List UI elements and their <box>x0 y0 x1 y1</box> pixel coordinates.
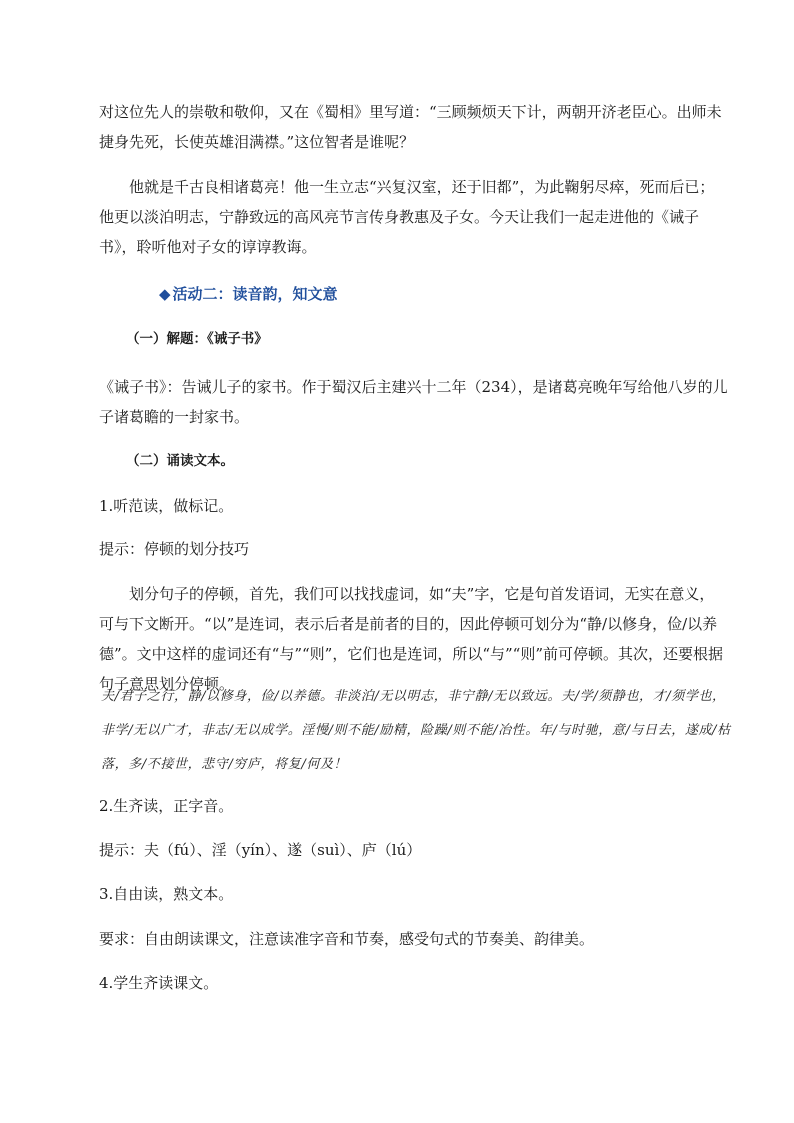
intro-paragraph: 对这位先人的崇敬和敬仰，又在《蜀相》里写道：“三顾频烦天下计，两朝开济老臣心。出师未捷身先死，长使英雄泪满襟。”这位智者是谁呢？ <box>99 103 722 151</box>
section2-heading: （二）诵读文本。 <box>126 453 234 469</box>
step1-text: 1.听范读，做标记。 <box>99 497 234 515</box>
section1-body: 《诫子书》：告诫儿子的家书。作于蜀汉后主建兴十二年（234），是诸葛亮晚年写给他八岁的儿子诸葛瞻的一封家书。 <box>99 378 728 426</box>
section1-heading: （一）解题：《诫子书》 <box>126 331 268 347</box>
answer-paragraph: 他就是千古良相诸葛亮！他一生立志“兴复汉室，还于旧都”，为此鞠躬尽瘁，死而后已；他更以淡泊明志，宁静致远的高风亮节言传身教惠及子女。今天让我们一起走进他的《诫子书》，聆听他对子女的谆谆教诲。 <box>99 178 715 256</box>
tip2-text: 提示：夫（fú）、淫（yín）、遂（suì）、庐（lú） <box>99 841 422 859</box>
activity-title: 活动二：读音韵，知文意 <box>172 285 338 303</box>
tip1-text: 提示：停顿的划分技巧 <box>99 540 250 558</box>
step3-text: 3.自由读，熟文本。 <box>99 885 234 903</box>
activity-heading <box>99 279 729 309</box>
classical-text-quote: 夫/君子之行，静/以修身，俭/以养德。非淡泊/无以明志，非宁静/无以致远。夫/学/须静也，才/须学也，非学/无以广才，非志/无以成学。淫慢/则不能/励精，险躁/则不能/冶性。年/与时驰，意/与日去，遂成/枯落，多/不接世，悲守/穷庐，将复/何及！ <box>101 689 731 772</box>
diamond-icon: ◆ <box>159 285 171 303</box>
step4-text: 4.学生齐读课文。 <box>99 974 219 992</box>
explain-paragraph: 划分句子的停顿，首先，我们可以找找虚词，如“夫”字，它是句首发语词，无实在意义，可与下文断开。“以”是连词，表示后者是前者的目的，因此停顿可划分为“静/以修身，俭/以养德”。文中这样的虚词还有“与”“则”，它们也是连词，所以“与”“则”前可停顿。其次，还要根据句子意思划分停顿。 <box>99 585 724 693</box>
step2-text: 2.生齐读，正字音。 <box>99 797 234 815</box>
req3-text: 要求：自由朗读课文，注意读准字音和节奏，感受句式的节奏美、韵律美。 <box>99 930 595 948</box>
